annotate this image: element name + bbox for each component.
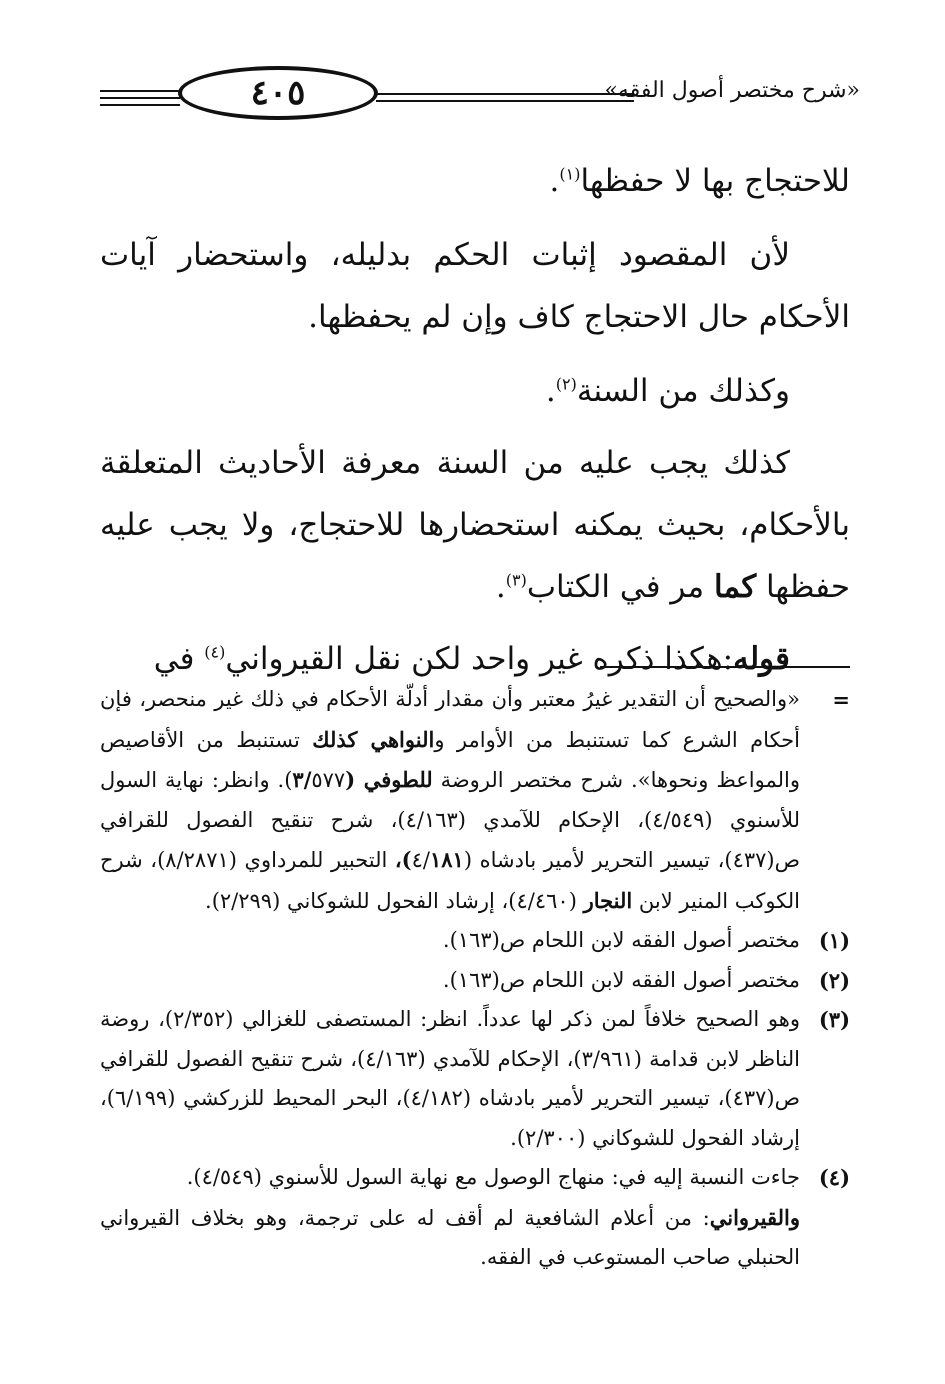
page-number: ٤٠٥	[178, 66, 378, 120]
footnote-ref: (٣)	[505, 570, 527, 590]
footnote	[100, 921, 850, 961]
footnote-text: مختصر أصول الفقه لابن اللحام ص(١٦٣).	[442, 967, 800, 992]
text: وكذلك من السنة	[576, 373, 790, 409]
header-rule-left	[100, 97, 180, 99]
footnote-number: (٢)	[818, 967, 850, 993]
text: كذلك يجب عليه من السنة معرفة الأحاديث المتعلقة بالأحكام، بحيث يمكنه استحضارها للاحتجاج، ولا يجب عليه حفظها	[100, 445, 850, 605]
text: :هكذا ذكره غير واحد لكن نقل القيرواني	[225, 641, 734, 677]
text: تستنبط من الأقاصيص والمواعظ ونحوها». شرح مختصر الروضة	[100, 727, 801, 792]
text: مر في الكتاب	[526, 569, 705, 605]
bold-text: للطوفي (٣/	[292, 767, 433, 792]
footnote-separator	[600, 666, 850, 668]
main-text	[100, 150, 850, 690]
footnote-text	[100, 1158, 800, 1278]
footnote-text: وهو الصحيح خلافاً لمن ذكر لها عدداً. انظر: المستصفى للغزالي (٢/٣٥٢)، روضة الناظر لابن قدامة (٣/٩٦١)، الإحكام للآمدي (٤/١٦٣)، شرح تنقيح الفصول للقرافي ص(٤٣٧)، تيسير التحرير لأمير بادشاه (٤/١٨٢)، البحر المحيط للزركشي (٦/١٩٩)، إرشاد الفحول للشوكاني (٢/٣٠٠).	[100, 1007, 801, 1150]
bold-text: قوله	[733, 641, 790, 677]
footnote	[100, 1000, 850, 1158]
text: ٥٧٧). وانظر: نهاية السول للأسنوي (٤/٥٤٩)، الإحكام للآمدي (٤/١٦٣)، شرح تنقيح الفصول للقرافي ص(٤٣٧)، تيسير التحرير لأمير بادشاه (٤/	[100, 768, 801, 872]
footnote-number: (٣)	[818, 1007, 850, 1032]
header-rule-right	[376, 100, 634, 102]
header-rule-left	[100, 90, 180, 92]
running-title: «شرح مختصر أصول الفقه»	[604, 78, 860, 103]
paragraph: كذلك يجب عليه من السنة معرفة الأحاديث المتعلقة بالأحكام، بحيث يمكنه استحضارها للاحتجاج، ولا يجب عليه حفظها كما مر في الكتاب$^{(٣)}$.	[100, 445, 850, 605]
text: لأن المقصود إثبات الحكم بدليله، واستحضار آيات الأحكام حال الاحتجاج كاف وإن لم يحفظها.	[100, 237, 850, 335]
footnotes	[100, 680, 850, 1278]
footnote	[100, 961, 850, 1001]
text: (٤/٤٦٠)، إرشاد الفحول للشوكاني (٢/٢٩٩).	[205, 888, 584, 913]
text: : من أعلام الشافعية لم أقف له على ترجمة، وهو بخلاف القيرواني الحنبلي صاحب المستوعب في الفقه.	[100, 1205, 800, 1269]
bold-text: ١٨١)،	[394, 847, 464, 872]
header-rule-right	[376, 93, 634, 95]
footnote-text: مختصر أصول الفقه لابن اللحام ص(١٦٣).	[442, 928, 800, 952]
paragraph: للاحتجاج بها لا حفظها$^{(١)}$.	[549, 163, 850, 199]
text: التحبير للمرداوي (٨/٢٨٧١)، شرح الكوكب المنير لابن	[100, 848, 800, 913]
footnote-ref: (٤)	[204, 642, 226, 662]
footnote-continued	[100, 680, 850, 921]
footnote-text	[100, 680, 800, 921]
footnote-number: (١)	[818, 928, 850, 953]
bold-text: والقيرواني	[709, 1204, 800, 1230]
bold-text: النجار	[583, 887, 633, 913]
page-header	[100, 62, 860, 132]
footnote-number: (٤)	[818, 1165, 850, 1190]
header-rule-left	[100, 104, 180, 106]
text: جاءت النسبة إليه في: منهاج الوصول مع نهاية السول للأسنوي (٤/٥٤٩).	[186, 1165, 800, 1189]
bold-text: كما	[713, 569, 757, 605]
continuation-marker: =	[832, 687, 850, 712]
bold-text: النواهي كذلك	[312, 726, 435, 752]
paragraph	[100, 224, 850, 348]
text: للاحتجاج بها لا حفظها	[580, 163, 850, 199]
text: «والصحيح أن التقدير غيرُ معتبر وأن مقدار أدلّة الأحكام في ذلك غير منحصر، فإن أحكام الشرع كما تستنبط من الأوامر و	[100, 687, 800, 752]
footnote-ref: (٢)	[555, 374, 577, 394]
footnote-ref: (١)	[559, 164, 581, 184]
text: في	[153, 641, 195, 677]
footnote	[100, 1158, 850, 1278]
paragraph: وكذلك من السنة$^{(٢)}$.	[545, 373, 790, 409]
